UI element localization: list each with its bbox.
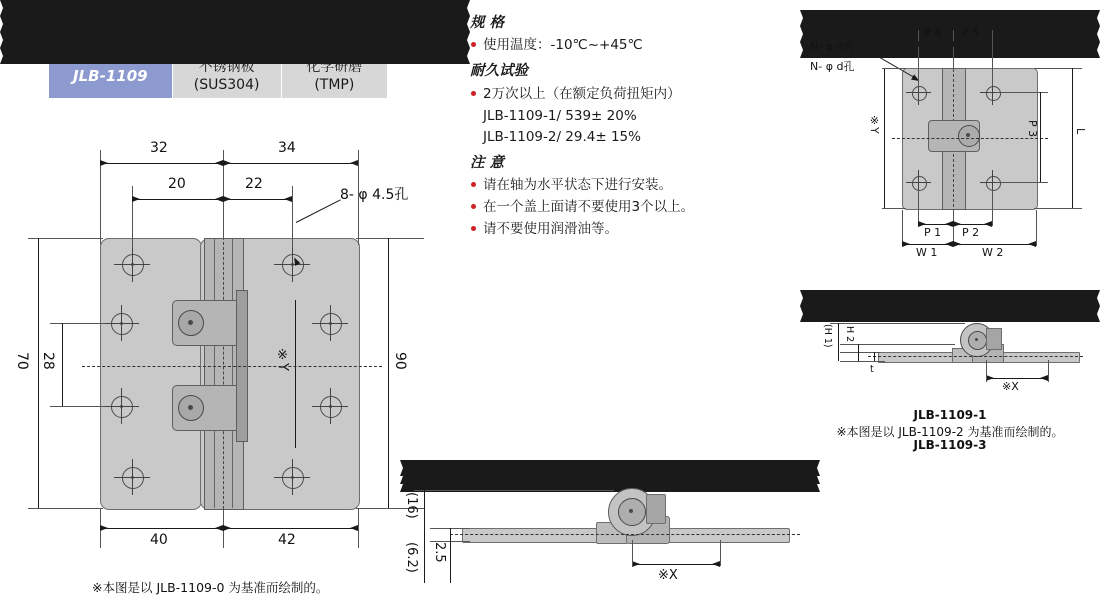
hole-crosshair-v (132, 459, 133, 495)
durability-list (470, 84, 800, 105)
cell-finish-line1: 化学研磨 (306, 59, 363, 75)
label-p5: P 5 (962, 26, 980, 39)
dim-arrow (800, 10, 1100, 18)
cell-finish-line2: (TMP) (314, 76, 355, 93)
barrel-center (629, 509, 633, 513)
ext-line-x-right (720, 540, 721, 566)
dim-arrow (0, 24, 470, 32)
dim-label-42: 42 (278, 532, 296, 548)
dim-arrow (800, 298, 1100, 306)
label-n-phi-d-hole2: N- φ d孔 (810, 60, 855, 73)
dim-line-90 (388, 238, 389, 508)
callout-leader (296, 199, 341, 223)
horizontal-centerline (82, 366, 382, 367)
rt-ext-p3-b (996, 182, 1048, 183)
rt-ext-w2-r (1036, 210, 1037, 246)
leaf-right (658, 528, 790, 543)
dim-arrow (223, 525, 231, 531)
ext-line-28-bottom (50, 406, 105, 407)
dim-line-42 (223, 528, 358, 529)
dim-arrow (215, 160, 223, 166)
hinge-left-plate (100, 238, 202, 510)
ext-line-top-right (356, 238, 424, 239)
dim-arrow (215, 196, 223, 202)
dim-arrow (0, 48, 470, 56)
dim-arrow (800, 26, 1100, 34)
label-h2: H 2 (844, 326, 855, 343)
rs-caption-line2: ※本图是以 JLB-1109-2 为基准而绘制的。 (836, 425, 1064, 439)
dim-line-62 (424, 541, 425, 583)
dim-arrow (953, 41, 961, 47)
knuckle-line-2 (232, 238, 233, 508)
rs-dim-t (874, 352, 875, 361)
hole-crosshair-v (330, 305, 331, 341)
dim-arrow (100, 525, 108, 531)
hole-crosshair-v (292, 246, 293, 282)
dim-arrow (0, 0, 470, 8)
dim-arrow (712, 561, 720, 567)
dim-label-22: 22 (245, 176, 263, 192)
right-top-view (800, 10, 1100, 270)
hole-crosshair-v (292, 459, 293, 495)
label-n-phi-d-hole1: N- φ d穴 (810, 40, 855, 53)
rt-screw-hole (912, 86, 927, 101)
caution-title: 注 意 (470, 154, 505, 171)
rs-centerline (868, 356, 1083, 357)
dim-arrow (284, 196, 292, 202)
dim-label-20: 20 (168, 176, 186, 192)
rt-ext-p5-r (992, 30, 993, 86)
bottom-side-view (400, 460, 820, 603)
rs-dim-h2 (858, 344, 859, 361)
list-item: 请不要使用润滑油等。 (470, 219, 800, 240)
rt-ext-l-t (1034, 68, 1082, 69)
dim-label-x: ※X (658, 568, 678, 583)
list-item: 使用温度：-10℃~+45℃ (470, 35, 800, 56)
dim-arrow (223, 160, 231, 166)
dim-line-40 (100, 528, 223, 529)
rs-caption-line3: JLB-1109-3 (913, 438, 987, 452)
ext-line-bottom-left (28, 508, 103, 509)
durability-sub-2: JLB-1109-2/ 29.4± 15% (483, 128, 641, 145)
spec-title: 规 格 (470, 15, 505, 31)
column-header-finish: 表面处理 (281, 27, 387, 55)
dim-arrow (400, 460, 820, 468)
rt-ext-l-b (1034, 208, 1082, 209)
dim-arrow (945, 221, 953, 227)
dim-line-70 (38, 238, 39, 508)
dim-arrow (1040, 375, 1048, 381)
rt-dim-y (884, 68, 885, 208)
dim-label-hole-callout: 8- φ 4.5孔 (340, 187, 409, 203)
dim-line-x (632, 564, 720, 565)
dim-arrow (223, 196, 231, 202)
dim-arrow (100, 160, 108, 166)
rs-barrel-knurl (986, 328, 1002, 350)
dim-label-70: 70 (14, 352, 30, 370)
rt-dim-l (1072, 68, 1073, 208)
dim-arrow (986, 375, 994, 381)
rs-barrel-center (975, 338, 978, 341)
dim-arrow (800, 18, 1100, 26)
main-view-footnote: ※本图是以 JLB-1109-0 为基准而绘制的。 (92, 580, 329, 595)
label-t: t (870, 364, 874, 375)
notes-panel (470, 8, 800, 241)
dim-arrow (215, 525, 223, 531)
dim-arrow (918, 41, 926, 47)
label-p1: P 1 (924, 226, 942, 239)
list-item: 请在轴为水平状态下进行安装。 (470, 175, 800, 196)
dim-label-y: ※Y (275, 348, 290, 371)
dim-line-y (295, 300, 296, 448)
hole-crosshair-v (132, 246, 133, 282)
hole-crosshair-v (330, 388, 331, 424)
rs-dim-x (986, 378, 1048, 379)
rs-ext-t-bot (840, 361, 885, 362)
hole-crosshair-v (121, 305, 122, 341)
dim-label-28: 28 (40, 352, 56, 370)
dim-label-90: 90 (392, 352, 408, 370)
ext-line-x-left (632, 540, 633, 566)
dim-arrow (800, 306, 1100, 314)
cell-material-line2: (SUS304) (193, 76, 260, 93)
label-l: L (1074, 128, 1087, 135)
dim-arrow (350, 525, 358, 531)
cell-material-line1: 不锈钢板 (198, 59, 255, 75)
rt-ext-p4-l (918, 30, 919, 86)
dim-line-32 (100, 163, 223, 164)
rt-ext-p4-r (953, 30, 954, 70)
knuckle-centerline (223, 232, 224, 514)
label-w2: W 2 (982, 246, 1004, 259)
rt-ext-y-b (882, 208, 906, 209)
dim-arrow (0, 56, 470, 64)
rs-ext-x-r (1048, 360, 1049, 382)
dim-line-34 (223, 163, 358, 164)
dim-label-25: 2.5 (432, 542, 447, 563)
rs-ext-h1 (830, 323, 965, 324)
dim-arrow (953, 221, 961, 227)
durability-title: 耐久试验 (470, 63, 528, 80)
label-p2: P 2 (962, 226, 980, 239)
dim-arrow (0, 40, 470, 48)
list-item: 2万次以上（在额定负荷扭矩内） (470, 84, 800, 105)
dim-arrow (1028, 241, 1036, 247)
rt-ext-y-t (882, 68, 906, 69)
rt-dim-w2 (953, 244, 1036, 245)
dim-label-62: (6.2) (404, 542, 419, 573)
centerline-h (450, 534, 800, 535)
ext-line-top (414, 490, 614, 491)
dim-line-16 (424, 490, 425, 541)
label-h1: (H 1) (822, 324, 833, 348)
durability-sub-1: JLB-1109-1/ 539± 20% (483, 107, 637, 124)
dim-arrow (945, 41, 953, 47)
dim-line-20 (132, 199, 223, 200)
callout-underline (808, 56, 878, 57)
dim-line-28 (62, 323, 63, 406)
dim-arrow (0, 8, 470, 16)
cell-model: JLB-1109 (49, 55, 173, 99)
leaf-left (462, 528, 602, 543)
dim-arrow (800, 314, 1100, 322)
list-item: 在一个盖上面请不要使用3个以上。 (470, 197, 800, 218)
dim-label-16: (16) (404, 492, 419, 519)
dim-arrow (945, 241, 953, 247)
ext-line-top-left (28, 238, 103, 239)
dim-label-34: 34 (278, 140, 296, 156)
barrel-knurl (646, 494, 666, 524)
caution-list (470, 175, 800, 240)
spec-list (470, 35, 800, 56)
right-side-view (800, 290, 1100, 470)
dim-line-25 (450, 528, 451, 583)
pivot-center-upper (188, 320, 193, 325)
rt-screw-hole (912, 176, 927, 191)
rt-dim-p3 (1040, 92, 1041, 182)
dim-arrow (0, 32, 470, 40)
dim-arrow (632, 561, 640, 567)
dim-arrow (984, 41, 992, 47)
rs-leaf-right (996, 352, 1080, 363)
knuckle-line-1 (214, 238, 215, 508)
ext-line-hole-right (292, 186, 293, 248)
label-p4: P 4 (924, 26, 942, 39)
dim-arrow (800, 290, 1100, 298)
hole-crosshair-v (121, 388, 122, 424)
rt-screw-hole (986, 176, 1001, 191)
dim-arrow (902, 241, 910, 247)
dim-arrow (953, 241, 961, 247)
dim-label-32: 32 (150, 140, 168, 156)
column-header-model: 型 式 (49, 27, 173, 55)
dim-arrow (350, 160, 358, 166)
rt-centerline-h (892, 138, 1048, 139)
column-header-material: 材 质 (172, 27, 281, 55)
dim-label-40: 40 (150, 532, 168, 548)
dim-arrow (400, 476, 820, 484)
rs-dim-h1 (838, 323, 839, 361)
rs-ext-x-l (986, 360, 987, 382)
dim-arrow (132, 196, 140, 202)
rt-ext-p2-r (992, 190, 993, 226)
label-y: ※Y (868, 114, 881, 134)
pivot-center-lower (188, 405, 193, 410)
rs-leaf-left (878, 352, 958, 363)
label-w1: W 1 (916, 246, 938, 259)
dim-line-22 (223, 199, 292, 200)
dim-arrow (984, 221, 992, 227)
rt-screw-hole (986, 86, 1001, 101)
label-x: ※X (1002, 380, 1019, 393)
ext-line-b-right (358, 508, 359, 548)
dim-arrow (0, 16, 470, 24)
label-p3: P 3 (1026, 120, 1039, 138)
ext-line-28-top (50, 323, 105, 324)
rt-pivot-center (966, 133, 970, 137)
rs-caption-line1: JLB-1109-1 (913, 408, 987, 422)
dim-arrow (400, 468, 820, 476)
